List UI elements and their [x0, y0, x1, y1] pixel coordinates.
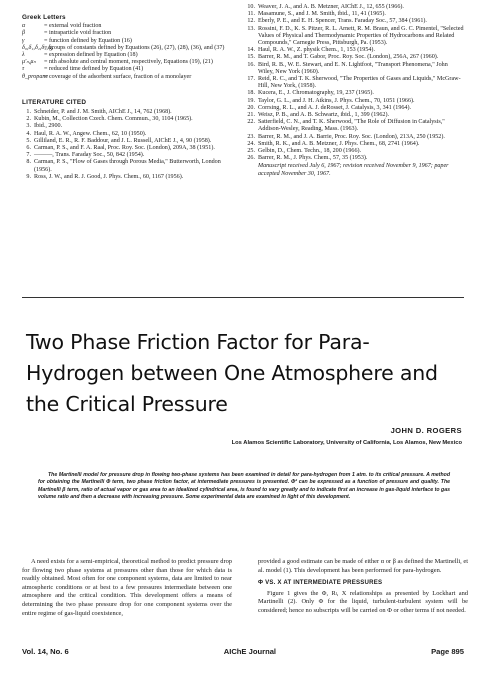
- references-list-left: [22, 109, 232, 181]
- reference-number: 20.: [247, 104, 255, 111]
- reference-text: Bird, R. B., W. E. Stewart, and E. N. Lightfoot, "Transport Phenomena," John Wiley, New York (1960).: [258, 61, 448, 75]
- reference-entry: [22, 116, 232, 123]
- reference-number: 10.: [247, 4, 255, 10]
- reference-entry: [22, 174, 232, 181]
- reference-number: 4.: [26, 130, 31, 137]
- article-title: Two Phase Friction Factor for Para-Hydrogen between One Atmosphere and the Critical Pressure: [26, 330, 438, 416]
- reference-text: Barrer, R. M., J. Phys. Chem., 57, 35 (1953).: [258, 155, 368, 162]
- reference-number: 15.: [247, 54, 255, 61]
- reference-entry: [22, 159, 232, 173]
- reference-entry: [246, 105, 464, 112]
- greek-letter-row: [22, 38, 232, 45]
- reference-text: Ross, J. W., and R. J. Good, J. Phys. Chem., 60, 1167 (1956).: [34, 173, 184, 180]
- right-column-top: [246, 4, 464, 178]
- greek-definition: = reduced time defined by Equation (41): [44, 66, 144, 73]
- reference-number: 18.: [247, 90, 255, 97]
- references-list-right: [246, 4, 464, 162]
- reference-entry: [246, 141, 464, 148]
- reference-number: 17.: [247, 76, 255, 83]
- greek-letter-row: [22, 45, 232, 52]
- reference-text: Corrsing, R. L., and A. J. deRosset, J. Catalysis, 3, 341 (1964).: [258, 104, 412, 111]
- reference-text: Kucera, E., J. Chromatography, 19, 237 (1965).: [258, 90, 374, 97]
- greek-definition: = coverage of the adsorbent surface, fraction of a monolayer: [44, 73, 192, 80]
- reference-text: Satterfield, C. N., and T. K. Sherwood, "The Role of Diffusion in Catalysis," Addison-Wesley, Reading, Mass. (1963).: [258, 119, 445, 133]
- reference-entry: [246, 90, 464, 97]
- reference-text: Reid, R. C., and T. K. Sherwood, "The Properties of Gases and Liquids," McGraw-Hill, New York, (1958).: [258, 76, 461, 90]
- reference-number: 3.: [26, 123, 31, 130]
- reference-text: Barrer, R. M., and J. A. Barrie, Proc. Roy. Soc. (London), 213A, 250 (1952).: [258, 133, 445, 140]
- reference-text: Ibid., 2900.: [34, 123, 63, 130]
- greek-definition: = nth absolute and central moment, respectively, Equations (19), (21): [44, 59, 213, 66]
- greek-letter-row: [22, 74, 232, 81]
- reference-entry: [246, 62, 464, 76]
- body-text-left: A need exists for a semi-empirical, theoretical method to predict pressure drop for flowing two phase systems at pressures other than those for which data is readily obtained. Most often for one component systems, data are limited to near atmospheric conditions or at best to a few pressures intermediate between one atmosphere and the critical condition. This development offers a means of determining the two phase pressure drop for one component systems over the entire regime of gas-liquid coexistence,: [22, 558, 232, 617]
- reference-text: Kubin, M., Collection Czech. Chem. Commun., 30, 1104 (1965).: [34, 116, 193, 123]
- reference-entry: [22, 123, 232, 130]
- reference-number: 24.: [247, 140, 255, 147]
- reference-text: Haul, R. A. W., Angew. Chem., 62, 10 (1950).: [34, 130, 147, 137]
- reference-number: 14.: [247, 47, 255, 54]
- page-number: Page 895: [431, 647, 464, 656]
- reference-entry: [22, 138, 232, 145]
- reference-text: Masamune, S., and J. M. Smith, ibid., 11, 41 (1965).: [258, 11, 386, 18]
- reference-number: 6.: [26, 145, 31, 152]
- reference-number: 9.: [26, 173, 31, 180]
- greek-letter-row: [22, 30, 232, 37]
- section-heading: Φ VS. X AT INTERMEDIATE PRESSURES: [258, 579, 383, 587]
- reference-text: Barrer, R. M., and T. Gabor, Proc. Roy. Soc. (London), 256A, 267 (1960).: [258, 54, 439, 61]
- volume-info: Vol. 14, No. 6: [22, 647, 69, 656]
- greek-symbol: τ: [22, 66, 25, 73]
- body-paragraph: provided a good estimate can be made of either α or β as defined the Martinelli, et al. model (1). This development has been performed for para-hydrogen.: [258, 558, 468, 574]
- left-column-top: [22, 14, 232, 181]
- reference-number: 13.: [247, 25, 255, 32]
- reference-number: 22.: [247, 119, 255, 126]
- reference-text: Carman, P. S., and F. A. Raal, Proc. Roy. Soc. (London), 209A, 38 (1951).: [34, 145, 215, 152]
- greek-letters-heading: Greek Letters: [22, 14, 66, 21]
- greek-definition: = external void fraction: [44, 23, 102, 30]
- reference-number: 16.: [247, 61, 255, 68]
- reference-text: Gilliland, E. R., R. F. Baddour, and J. L. Russell, AIChE J., 4, 90 (1958).: [34, 137, 212, 144]
- reference-entry: [246, 98, 464, 105]
- reference-entry: [246, 18, 464, 25]
- reference-text: Weisz, P. B., and A. B. Schwartz, ibid., 1, 399 (1962).: [258, 112, 390, 119]
- greek-symbol: θ_propane: [22, 73, 49, 80]
- page-footer: [22, 647, 464, 656]
- reference-text: Taylor, G. L., and J. H. Atkins, J. Phys. Chem., 70, 1051 (1966).: [258, 97, 415, 104]
- reference-number: 5.: [26, 137, 31, 144]
- reference-entry: [246, 134, 464, 141]
- article-author: JOHN D. ROGERS: [390, 426, 462, 435]
- greek-symbol: α: [22, 23, 26, 30]
- reference-entry: [22, 131, 232, 138]
- greek-symbol: β: [22, 30, 26, 37]
- manuscript-note: Manuscript received July 6, 1967; revision received November 9, 1967; paper accepted November 30, 1967.: [258, 163, 449, 177]
- reference-number: 8.: [26, 159, 31, 166]
- reference-number: 25.: [247, 148, 255, 155]
- greek-definition: = function defined by Equation (16): [44, 37, 132, 44]
- article-abstract: The Martinelli model for pressure drop in flowing two-phase systems has been examined in detail for para-hydrogen from 1 atm. to its critical pressure. A method for obtaining the Martinelli Φ term, two phase friction factor, at intermediate pressures is presented. Φ² can be expressed as a function of pressure and quality. The Martinelli β term, ratio of actual vapor or gas area to an idealized cylindrical area, is found to vary greatly and to indicate first an increase in gas-liquid interface to gas volume ratio and then a decrease with increasing pressure. Some experimental data are examined in light of this development.: [38, 472, 450, 500]
- reference-entry: [246, 76, 464, 90]
- author-affiliation: Los Alamos Scientific Laboratory, University of California, Los Alamos, New Mexico: [231, 440, 462, 446]
- reference-entry: [246, 119, 464, 133]
- reference-text: ———, Trans. Faraday Soc., 50, 842 (1954).: [34, 152, 145, 159]
- greek-letter-row: [22, 66, 232, 73]
- journal-name: AIChE Journal: [223, 647, 277, 656]
- separator-rule: [22, 297, 464, 298]
- body-paragraph: Figure 1 gives the Φ, Rₗ, X relationships as presented by Lockhart and Martinelli (2). Only Φ for the liquid, turbulent-turbulent system will be considered; hence no subscripts will be carried on Φ or other terms if not needed.: [258, 589, 468, 614]
- greek-letters-list: [22, 23, 232, 81]
- reference-entry: [246, 26, 464, 48]
- reference-text: Carman, P. S., "Flow of Gases through Porous Media," Butterworth, London (1956).: [34, 159, 221, 173]
- greek-symbol: μ'ₙ,μₙ: [22, 59, 36, 66]
- greek-definition: = intraparticle void fraction: [44, 30, 112, 37]
- reference-text: Smith, R. K., and A. B. Metzner, J. Phys. Chem., 68, 2741 (1964).: [258, 140, 420, 147]
- reference-text: Haul, R. A. W., Z. physik Chem., 1, 153 (1954).: [258, 47, 375, 54]
- greek-symbol: γ: [22, 37, 25, 44]
- literature-cited-heading: LITERATURE CITED: [22, 98, 87, 106]
- reference-entry: [246, 54, 464, 61]
- greek-definition: = expression defined by Equation (18): [44, 52, 138, 59]
- reference-text: Rossini, F. D., K. S. Pitzer, R. L. Arnett, R. M. Braun, and G. C. Pimentel, "Selected Values of Physical and Thermodynamic Properties of Hydrocarbons and Related Compounds," Carnegie Press, Pittsburgh, Pa. (1953).: [258, 25, 464, 47]
- reference-entry: [246, 155, 464, 162]
- reference-number: 11.: [247, 11, 255, 18]
- reference-text: Eberly, P. E., and E. H. Spencer, Trans. Faraday Soc., 57, 384 (1961).: [258, 18, 427, 25]
- greek-symbol: δ₀,δ₁,δ₂,δ₃,δ₄: [22, 44, 53, 51]
- reference-text: Gelbin, D., Chem. Techn., 18, 200 (1966).: [258, 148, 362, 155]
- greek-definition: = groups of constants defined by Equations (26), (27), (28), (36), and (37): [44, 44, 225, 51]
- reference-text: Weaver, J. A., and A. B. Metzner, AIChE J., 12, 655 (1966).: [258, 4, 404, 10]
- reference-number: 19.: [247, 97, 255, 104]
- greek-symbol: λ: [22, 52, 25, 59]
- reference-number: 26.: [247, 155, 255, 162]
- reference-number: 1.: [26, 109, 31, 116]
- reference-number: 12.: [247, 18, 255, 25]
- reference-number: 21.: [247, 112, 255, 119]
- reference-text: Schneider, P. and J. M. Smith, AIChE J., 14, 762 (1968).: [34, 109, 172, 116]
- reference-number: 2.: [26, 116, 31, 123]
- reference-number: 7.: [26, 152, 31, 159]
- body-text-right: [258, 558, 468, 616]
- reference-number: 23.: [247, 133, 255, 140]
